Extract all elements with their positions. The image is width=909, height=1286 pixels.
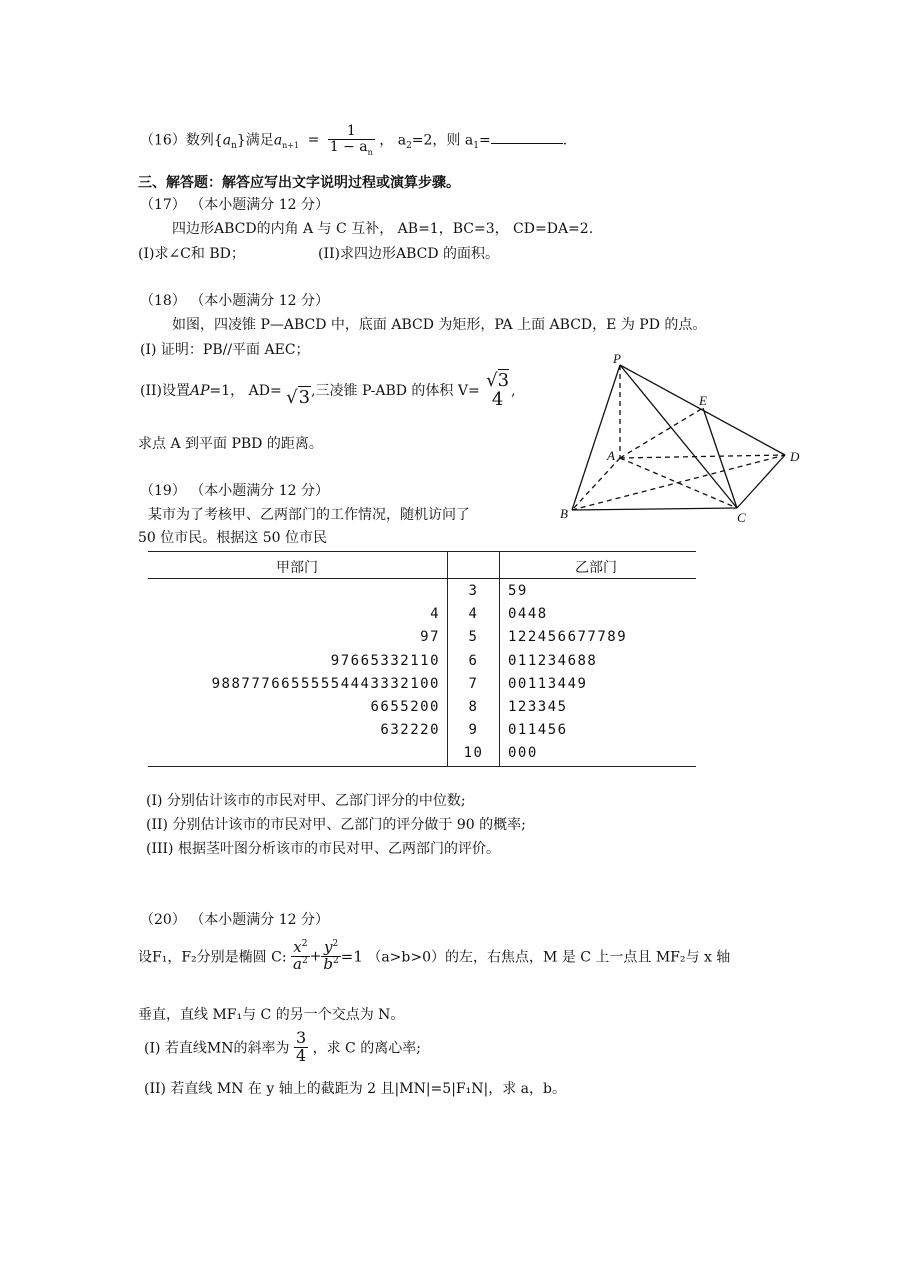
table-left-leaves: 6655200: [370, 699, 440, 715]
q18-vol-num-val: 3: [497, 370, 510, 391]
q16-den-text: 1 − a: [329, 138, 368, 155]
q20-a: a: [292, 954, 302, 973]
q18-sqrt3-val: 3: [298, 386, 311, 408]
q18-sqrt3: √3: [286, 386, 311, 408]
q16-lhs: a: [273, 132, 283, 149]
q20-a-den: [291, 956, 310, 973]
label-D: D: [790, 449, 800, 464]
q20-part1: [144, 1030, 421, 1065]
q20-b-sup: 2: [333, 955, 339, 966]
q20-header: （20） （本小题满分 12 分）: [140, 912, 329, 928]
table-stem: 3: [468, 583, 479, 599]
edge-AB: [572, 458, 620, 510]
q20-b: b: [323, 954, 334, 973]
edge-CD: [737, 455, 785, 508]
table-divider-right: [499, 551, 500, 767]
q17-header: （17） （本小题满分 12 分）: [140, 197, 329, 213]
q20-slope-num: 3: [295, 1028, 307, 1047]
table-stem: 4: [468, 606, 479, 623]
label-A: A: [607, 448, 615, 463]
q18-stem: 如图，四凌锥 P—ABCD 中，底面 ABCD 为矩形，PA 上面 ABCD，E 为 PD 的点。: [172, 317, 707, 333]
q16-given-val: =2，则 a: [411, 132, 474, 149]
table-right-header: 乙部门: [575, 560, 617, 576]
table-left-leaves: 4: [430, 606, 440, 623]
q19-stem2: 50 位市民。根据这 50 位市民: [138, 530, 327, 546]
q18-part2-c: ,三凌锥 P-ABD 的体积 V=: [311, 382, 480, 399]
pyramid-figure: [555, 350, 815, 530]
section3-heading: 三、解答题：解答应写出文字说明过程或演算步骤。: [138, 175, 460, 191]
q20-x-frac: [291, 940, 310, 973]
q16-fraction: [328, 124, 375, 157]
q20-a-sup: 2: [301, 955, 308, 966]
edge-PC: [620, 365, 737, 508]
table-right-leaves: 000: [508, 745, 538, 762]
q16-answer-blank: [491, 131, 563, 144]
q17-stem: 四边形ABCD的内角 A 与 C 互补， AB=1，BC=3， CD=DA=2.: [172, 221, 594, 237]
table-right-leaves: 59: [508, 583, 528, 599]
table-stem: 9: [468, 722, 479, 739]
table-left-header: 甲部门: [276, 560, 318, 576]
q20-y-frac: [321, 940, 340, 973]
q20-b-den: [321, 956, 340, 973]
q18-part2-a: (II)设置: [140, 382, 190, 399]
q18-ap: AP: [189, 382, 210, 399]
q16-lhs-sub: n+1: [282, 141, 300, 151]
q16-ask-tail: =: [478, 132, 491, 149]
table-left-leaves: 632220: [380, 722, 440, 739]
q18-part2-b: =1， AD=: [209, 382, 282, 399]
q18-header: （18） （本小题满分 12 分）: [140, 293, 329, 309]
edge-BD: [572, 455, 785, 510]
q18-volume-frac: [484, 372, 511, 410]
q20-line1-a: 设F₁，F₂分别是椭圆 C:: [138, 949, 287, 966]
label-P: P: [613, 351, 621, 366]
q18-vol-den: 4: [491, 388, 504, 410]
q16-frac-den: [328, 139, 375, 157]
q16-given: ， a: [379, 132, 407, 149]
table-stem: 5: [468, 629, 479, 646]
q20-y: y: [323, 938, 333, 956]
q18-part2-d: ,: [511, 382, 516, 399]
q18-part2-e: 求点 A 到平面 PBD 的距离。: [138, 436, 323, 452]
label-E: E: [699, 393, 707, 408]
table-right-leaves: 122456677789: [508, 629, 628, 646]
q16-prefix: （16）数列{: [140, 132, 223, 149]
q20-plus: +: [309, 948, 322, 965]
q20-slope-den: 4: [295, 1045, 307, 1065]
table-stem: 10: [463, 745, 484, 762]
q19-part1: (I) 分别估计该市的市民对甲、乙部门评分的中位数;: [146, 793, 466, 809]
edge-BC: [572, 508, 737, 510]
table-left-leaves: 98877766555554443332100: [211, 675, 440, 692]
table-header-rule: [148, 578, 696, 579]
q20-part1-a: (I) 若直线MN的斜率为: [144, 1040, 290, 1057]
q20-eq1: =1: [340, 947, 363, 966]
q20-y-sup: 2: [332, 939, 339, 949]
table-stem: 6: [468, 652, 479, 669]
q16-ask-sub: 1: [473, 141, 479, 152]
table-right-leaves: 0448: [508, 606, 548, 623]
q18-vol-num: √3: [486, 370, 510, 391]
q16-an-sub: n: [231, 141, 237, 152]
q16-an: a: [222, 132, 232, 149]
edge-PD: [620, 365, 785, 455]
q17-part2: (II)求四边形ABCD 的面积。: [318, 246, 500, 262]
edge-PB: [572, 365, 620, 510]
label-C: C: [737, 510, 746, 525]
q20-x: x: [293, 938, 302, 956]
q16-line: [140, 124, 567, 157]
q20-part1-b: ，求 C 的离心率;: [312, 1040, 421, 1057]
q20-y-num: [321, 940, 340, 956]
table-right-leaves: 00113449: [508, 675, 588, 692]
edge-EC: [703, 408, 737, 508]
q18-part1: (I) 证明：PB//平面 AEC；: [140, 342, 310, 358]
table-bottom-rule: [148, 766, 696, 767]
q20-slope-frac: [294, 1030, 308, 1065]
q16-eq: =: [307, 132, 320, 149]
table-left-leaves: 97665332110: [330, 652, 440, 669]
q17-part1: (I)求∠C和 BD；: [138, 246, 245, 262]
q20-part2: (II) 若直线 MN 在 y 轴上的截距为 2 且|MN|=5|F₁N|，求 a，b。: [144, 1081, 566, 1097]
q19-part2: (II) 分别估计该市的市民对甲、乙部门的评分做于 90 的概率;: [146, 817, 526, 833]
table-stem: 7: [468, 675, 479, 692]
q20-x-sup: 2: [301, 939, 308, 949]
table-stem: 8: [468, 699, 479, 715]
q16-given-sub: 2: [406, 141, 412, 152]
edge-AD: [620, 455, 785, 458]
q19-stem1: 某市为了考核甲、乙两部门的工作情况，随机访问了: [148, 507, 470, 523]
q16-den-sub: n: [367, 147, 373, 157]
table-right-leaves: 011456: [508, 722, 568, 739]
table-right-leaves: 011234688: [508, 652, 598, 669]
table-left-leaves: 97: [420, 629, 440, 646]
q16-set-close: }满足: [236, 132, 274, 149]
label-B: B: [560, 506, 568, 521]
q20-line2: 垂直，直线 MF₁与 C 的另一个交点为 N。: [138, 1007, 405, 1023]
q20-line1-b: （a>b>0）的左，右焦点，M 是 C 上一点且 MF₂与 x 轴: [367, 949, 731, 966]
q16-end: .: [562, 132, 568, 149]
table-top-rule: [148, 551, 696, 552]
q19-part3: (III) 根据茎叶图分析该市的市民对甲、乙两部门的评价。: [146, 841, 500, 857]
q20-line1: [138, 940, 730, 973]
q16-frac-num: 1: [346, 123, 356, 139]
q18-part2: [140, 372, 516, 410]
q19-header: （19） （本小题满分 12 分）: [140, 483, 329, 499]
table-right-leaves: 123345: [508, 699, 568, 715]
q20-x-num: [291, 940, 310, 956]
